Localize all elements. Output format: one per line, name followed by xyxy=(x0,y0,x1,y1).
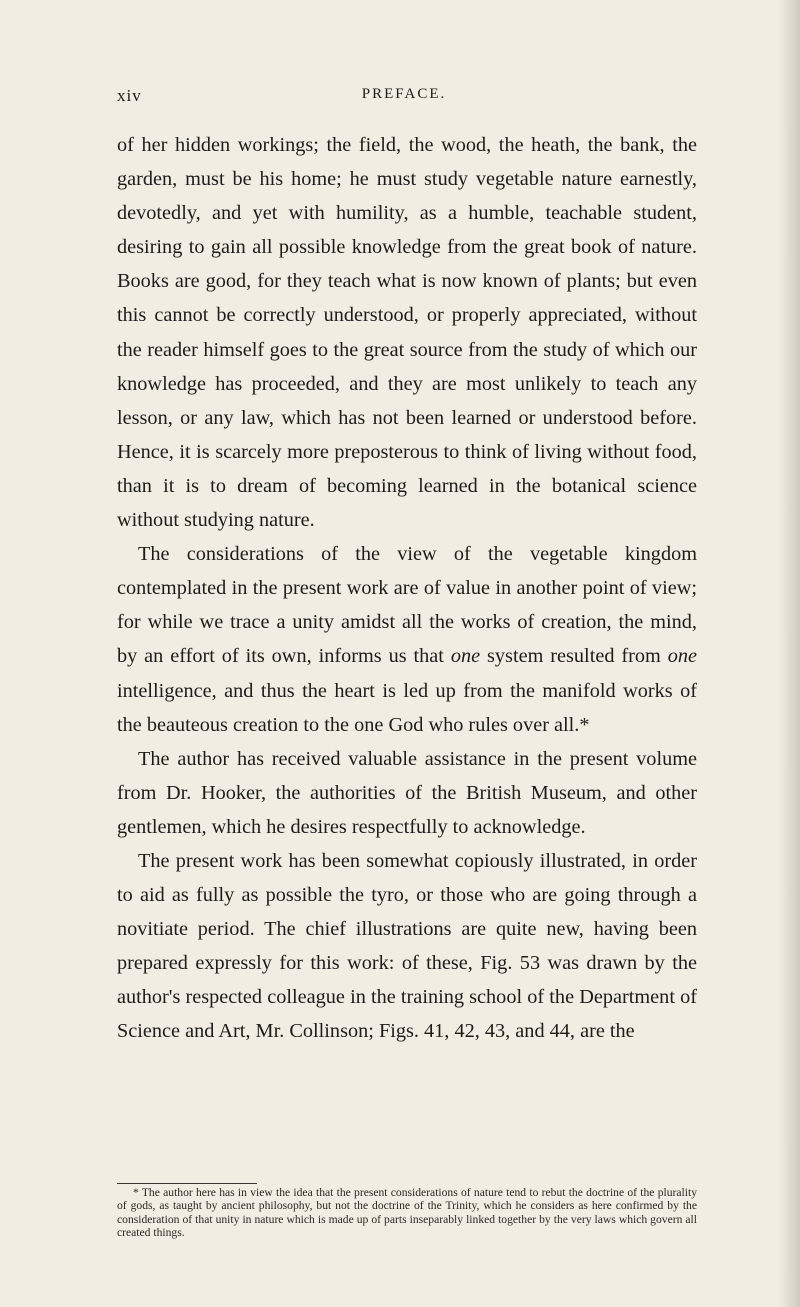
running-head: PREFACE. xyxy=(361,86,447,102)
paragraph-1: of her hidden workings; the field, the wood, the heath, the bank, the garden, must be his home; he must study vegetable nature earnestly, devotedly, and yet with humility, as a humble, teachable student, desiring to gain all possible knowledge from the great book of nature. Books are good, for they teach what is now known of plants; but even this cannot be correctly understood, or properly appreciated, without the reader himself goes to the great source from the study of which our knowledge has proceeded, and they are most unlikely to teach any lesson, or any law, which has not been learned or understood before. Hence, it is scarcely more preposterous to think of living without food, than it is to dream of becoming learned in the botanical science without studying nature. xyxy=(117,134,697,532)
paragraph-2-part-a: The considerations of the view of the vegetable kingdom contemplated in the present work are of value in another point of view; for while we trace a unity amidst all the works of creation, the mind, by an effort of its own, informs us that xyxy=(117,543,697,668)
paragraph-2-part-b: system resulted from xyxy=(480,645,668,668)
emphasis-one-intelligence: one xyxy=(667,645,697,668)
paragraph-3: The author has received valuable assistance in the present volume from Dr. Hooker, the authorities of the British Museum, and other gentlemen, which he desires respectfully to acknowledge. xyxy=(117,747,697,838)
paragraph-4: The present work has been somewhat copiously illustrated, in order to aid as fully as possible the tyro, or those who are going through a novitiate period. The chief illustrations are quite new, having been prepared expressly for this work: of these, Fig. 53 was drawn by the author's respected colleague in the training school of the Department of Science and Art, Mr. Collinson; Figs. 41, 42, 43, and 44, are the xyxy=(117,849,697,1043)
footnote-rule xyxy=(117,1183,257,1184)
page-header xyxy=(117,86,691,108)
footnote: * The author here has in view the idea that the present considerations of nature tend to rebut the doctrine of the plurality of gods, as taught by ancient philosophy, but not the doctrine of the Trinity, which he considers as here confirmed by the consideration of that unity in nature which is made up of parts inseparably linked together by the very laws which govern all created things. xyxy=(117,1186,697,1240)
page-edge-shadow xyxy=(778,0,800,1307)
paragraph-2 xyxy=(117,537,697,742)
emphasis-one-system: one xyxy=(450,645,481,668)
paragraph-2-part-c: intelligence, and thus the heart is led up from the manifold works of the beauteous creation to the one God who rules over all.* xyxy=(117,679,697,736)
page-number: xiv xyxy=(117,86,142,105)
body-text xyxy=(117,128,697,1049)
